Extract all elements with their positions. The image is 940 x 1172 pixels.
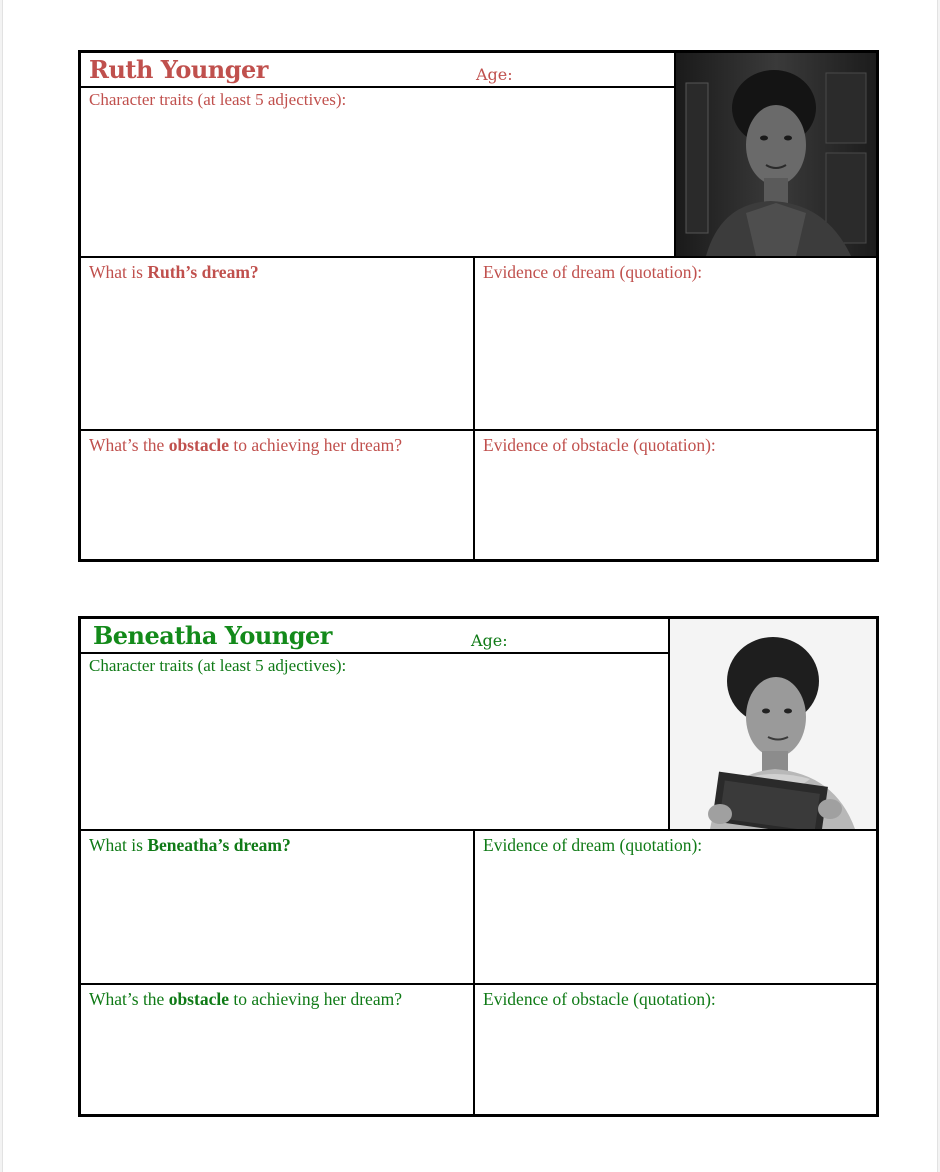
obstacle-question-suffix: to achieving her dream?	[228, 435, 402, 455]
worksheet-page	[2, 0, 938, 1172]
dream-question-box[interactable]	[81, 258, 475, 429]
dream-evidence-label: Evidence of dream (quotation):	[483, 835, 703, 855]
obstacle-evidence-label: Evidence of obstacle (quotation):	[483, 435, 716, 455]
character-name: Ruth Younger	[89, 55, 268, 84]
traits-label: Character traits (at least 5 adjectives):	[89, 90, 347, 109]
dream-question-emphasis: Ruth’s dream?	[147, 262, 259, 282]
age-label[interactable]: Age:	[471, 631, 508, 650]
portrait-photo-icon	[676, 53, 876, 256]
dream-evidence-box[interactable]	[475, 831, 876, 983]
dream-question-prefix: What is	[89, 262, 148, 282]
obstacle-question-emphasis: obstacle	[168, 435, 229, 455]
dream-question-emphasis: Beneatha’s dream?	[147, 835, 291, 855]
character-photo	[674, 53, 876, 256]
obstacle-question-emphasis: obstacle	[168, 989, 229, 1009]
obstacle-question-prefix: What’s the	[89, 435, 169, 455]
obstacle-evidence-box[interactable]	[475, 431, 876, 559]
dream-evidence-box[interactable]	[475, 258, 876, 429]
character-card-ruth	[78, 50, 879, 562]
character-photo	[668, 619, 876, 829]
character-name: Beneatha Younger	[93, 621, 332, 650]
portrait-photo-icon	[670, 619, 876, 829]
dream-evidence-label: Evidence of dream (quotation):	[483, 262, 703, 282]
name-bar	[81, 53, 674, 88]
obstacle-question-box[interactable]	[81, 431, 475, 559]
obstacle-evidence-label: Evidence of obstacle (quotation):	[483, 989, 716, 1009]
obstacle-question-suffix: to achieving her dream?	[228, 989, 402, 1009]
obstacle-question-prefix: What’s the	[89, 989, 169, 1009]
character-card-beneatha	[78, 616, 879, 1117]
age-label[interactable]: Age:	[476, 65, 513, 84]
traits-label: Character traits (at least 5 adjectives):	[89, 656, 347, 675]
traits-box[interactable]	[81, 654, 668, 829]
traits-box[interactable]	[81, 88, 674, 256]
dream-question-box[interactable]	[81, 831, 475, 983]
dream-question-prefix: What is	[89, 835, 148, 855]
name-bar	[81, 619, 668, 654]
obstacle-question-box[interactable]	[81, 985, 475, 1114]
obstacle-evidence-box[interactable]	[475, 985, 876, 1114]
